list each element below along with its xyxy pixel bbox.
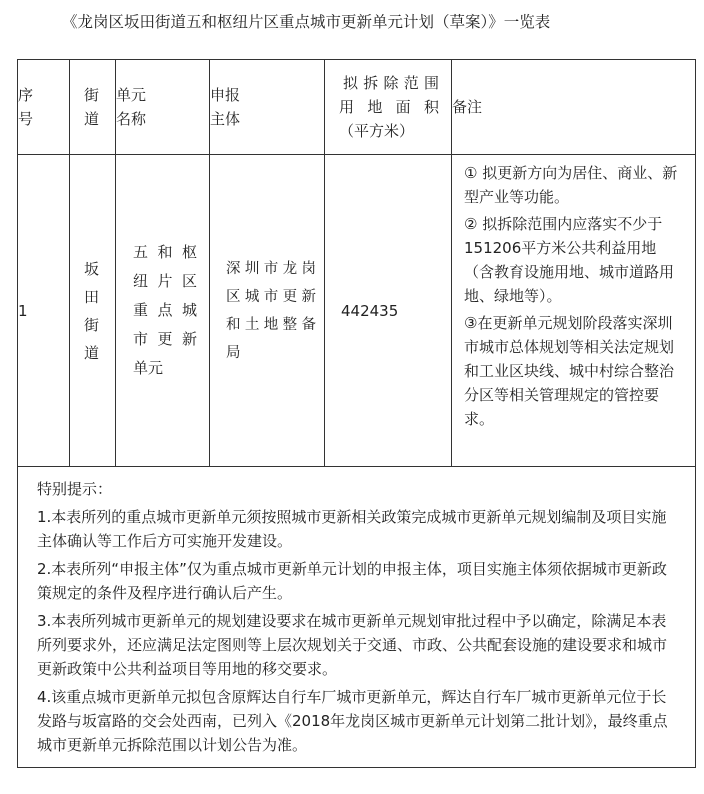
- document-title: 《龙岗区坂田街道五和枢纽片区重点城市更新单元计划（草案）》一览表: [62, 13, 551, 31]
- tip-item-2: 2.本表所列“申报主体”仅为重点城市更新单元计划的申报主体，项目实施主体须依据城市更新政策规定的条件及程序进行确认后产生。: [37, 560, 667, 602]
- cell-street: 坂 田 街 道: [70, 155, 116, 467]
- special-tips: [18, 467, 696, 768]
- cell-unit-name: 五和枢 纽片区 重点城 市更新 单元: [116, 155, 210, 467]
- header-remarks: 备注: [452, 60, 696, 155]
- tips-row: [18, 467, 696, 768]
- tip-item-4: 4.该重点城市更新单元拟包含原辉达自行车厂城市更新单元，辉达自行车厂城市更新单元位于长发路与坂富路的交会处西南，已列入《2018年龙岗区城市更新单元计划第二批计划》，最终重点城市更新单元拆除范围以计划公告为准。: [37, 688, 668, 754]
- table-row: [18, 155, 696, 467]
- header-index: 序 号: [18, 60, 70, 155]
- remark-1: ① 拟更新方向为居住、商业、新型产业等功能。: [464, 164, 678, 206]
- header-row: [18, 60, 696, 155]
- cell-applicant: 深圳市龙岗 区城市更新 和土地整备 局: [210, 155, 325, 467]
- header-demolition-area: 拟拆除范围 用地面积 （平方米）: [325, 60, 452, 155]
- tip-item-3: 3.本表所列城市更新单元的规划建设要求在城市更新单元规划审批过程中予以确定，除满足本表所列要求外，还应满足法定图则等上层次规划关于交通、市政、公共配套设施的建设要求和城市更新政策中公共利益项目等用地的移交要求。: [37, 612, 668, 678]
- header-applicant: 申报 主体: [210, 60, 325, 155]
- plan-table: [17, 59, 696, 768]
- cell-demolition-area: 442435: [325, 155, 452, 467]
- cell-index: 1: [18, 155, 70, 467]
- header-street: 街 道: [70, 60, 116, 155]
- cell-remarks: [452, 155, 696, 467]
- tip-item-1: 1.本表所列的重点城市更新单元须按照城市更新相关政策完成城市更新单元规划编制及项目实施主体确认等工作后方可实施开发建设。: [37, 508, 667, 550]
- remark-2: ② 拟拆除范围内应落实不少于151206平方米公共利益用地（含教育设施用地、城市道路用地、绿地等）。: [464, 215, 675, 305]
- tips-heading: 特别提示：: [37, 480, 113, 498]
- header-unit-name: 单元 名称: [116, 60, 210, 155]
- remark-3: ③在更新单元规划阶段落实深圳市城市总体规划等相关法定规划和工业区块线、城中村综合整治分区等相关管理规定的管控要求。: [464, 314, 675, 428]
